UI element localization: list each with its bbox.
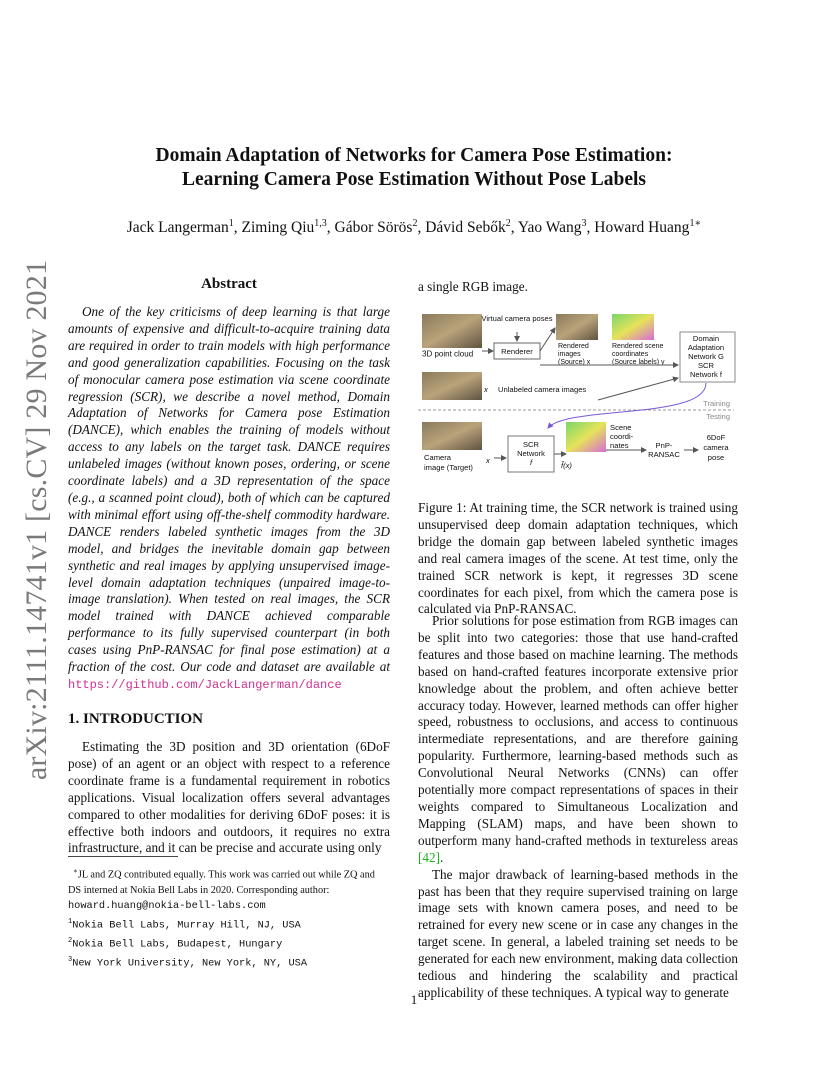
svg-text:coordi-: coordi-	[610, 432, 634, 441]
domain-net-label: Domain	[692, 334, 720, 343]
rendered-coords-label: Rendered scene	[612, 343, 664, 350]
svg-text:images: images	[558, 351, 581, 358]
author-list: Jack Langerman$^1$, Ziming Qiu$^{1,3}$, Gábor Sörös$^2$, Dávid Sebők$^2$, Yao Wang$^3$, Howard Huang$^{1∗}$	[126, 218, 702, 237]
code-url-link[interactable]: https://github.com/JackLangerman/dance	[68, 677, 342, 692]
page-number: 1	[410, 992, 418, 1007]
author: Ziming Qiu	[241, 219, 315, 237]
author: Gábor Sörös	[334, 219, 413, 237]
paragraph: The major drawback of learning-based methods in the past has been that they require supervised training on large image sets with known camera poses, and need to be retrained for every new scene or in case any changes in the target scene. In general, a labeled training set needs to be generated for each new environment, making data collection tedious and hindering the scalability and practical applicability of these techniques. A typical way to generate	[418, 866, 738, 1000]
target-image-thumb	[422, 422, 482, 450]
arxiv-watermark: arXiv:2111.14741v1 [cs.CV] 29 Nov 2021	[20, 259, 53, 781]
svg-text:SCR: SCR	[697, 361, 715, 370]
paragraph: Prior solutions for pose estimation from RGB images can be split into two categories: those that use hand-crafted features and those based on machine learning. The methods based on hand-crafted features incorporate extensive prior knowledge about the problem, and often achieve better accuracy today. However, learned methods can offer higher speed, robustness to occlusions, and access to continuous intermediate representations, and are therefore gaining popularity. Furthermore, learning-based methods such as Convolutional Neural Networks (CNNs) can offer potentially more compact representations of spaces in their weights compared to Simultaneous Localization and Mapping (SLAM) maps, and have been shown to outperform many hand-crafted methods in textureless areas [42].	[418, 613, 738, 865]
virtual-poses-label: Virtual camera poses	[481, 314, 553, 323]
scr-output-label: f̂(x)	[561, 461, 572, 470]
svg-text:Adaptation: Adaptation	[687, 343, 725, 352]
unlabeled-label: Unlabeled camera images	[498, 385, 587, 394]
section-heading-introduction: 1. INTRODUCTION	[68, 711, 204, 727]
training-label: Training	[703, 399, 730, 408]
unlabeled-image-thumb	[422, 372, 482, 400]
point-cloud-label: 3D point cloud	[422, 349, 474, 359]
pnp-ransac-label: PnP-	[655, 441, 673, 450]
testing-label: Testing	[706, 412, 730, 421]
right-column-lead: a single RGB image.	[418, 279, 528, 294]
footnote-email[interactable]: howard.huang@nokia-bell-labs.com	[68, 900, 266, 913]
footnote-affiliation: $^3$New York University, New York, NY, USA	[68, 955, 308, 970]
svg-text:coordinates: coordinates	[612, 351, 649, 358]
citation-link[interactable]: [42]	[418, 849, 440, 865]
footnote-equal-contribution: ∗JL and ZQ contributed equally. This work was carried out while ZQ and DS interned at Nokia Bell Labs in 2020. Corresponding author: howard.huang@nokia-bell-labs.com	[68, 867, 375, 913]
footnotes	[68, 864, 390, 972]
intro-paragraph: Estimating the 3D position and 3D orientation (6DoF pose) of an agent or an object with respect to a reference coordinate frame is a fundamental requirement in robotics applications. Visual localization offers several advantages compared to other modalities for deriving 6DoF poses: it is effective both indoors and outdoors, it requires no extra infrastructure, and it can be precise and accurate using only	[68, 739, 390, 856]
abstract-heading: Abstract	[201, 276, 257, 292]
svg-text:Network G: Network G	[688, 352, 724, 361]
svg-text:Network: Network	[517, 449, 545, 458]
svg-text:image (Target): image (Target)	[424, 463, 473, 472]
paper-title	[80, 144, 748, 192]
footnote-rule	[68, 856, 178, 857]
abstract-text: One of the key criticisms of deep learning is that large amounts of expensive and difficult-to-acquire training data are required in order to train models with high performance and good generalization capabilities. Focusing on the task of monocular camera pose estimation via scene coordinate regression (SCR), we describe a novel method, Domain Adaptation of Networks for Camera pose Estimation (DANCE), which enables the training of models without access to any labels on the target task. DANCE requires unlabeled images (without known poses, ordering, or scene coordinate labels) and a 3D representation of the space (e.g., a scanned point cloud), both of which can be captured with minimal effort using off-the-shelf commodity hardware. DANCE renders labeled synthetic images from the 3D model, and bridges the inevitable domain gap between synthetic and real images by applying unsupervised image-level domain adaptation techniques (unpaired image-to-image translation). When tested on real images, the SCR model trained with DANCE achieved comparable performance to its fully supervised counterpart (in both cases using PnP-RANSAC for final pose estimation) at a fraction of the cost. Our code and dataset are available at	[68, 304, 390, 675]
title-line-1: Domain Adaptation of Networks for Camera Pose Estimation:	[155, 145, 673, 166]
right-column-body	[418, 613, 738, 1002]
title-line-2: Learning Camera Pose Estimation Without Pose Labels	[181, 169, 647, 190]
svg-text:f: f	[529, 458, 533, 467]
scene-coords-label: Scene	[610, 423, 632, 432]
footnote-affiliation: $^1$Nokia Bell Labs, Murray Hill, NJ, USA	[68, 917, 301, 932]
footnote-affiliation: $^2$Nokia Bell Labs, Budapest, Hungary	[68, 936, 283, 951]
figure-caption: Figure 1: At training time, the SCR network is trained using unsupervised deep domain adaptation techniques, which bridge the domain gap between labeled synthetic images and real camera images of the scene. At test time, only the trained SCR network is kept, it regresses 3D scene coordinates for each pixel, from which the camera pose is calculated via PnP-RANSAC.	[418, 500, 738, 617]
author: Dávid Sebők	[425, 219, 506, 237]
renderer-label: Renderer	[501, 347, 533, 356]
author: Jack Langerman	[126, 219, 229, 237]
svg-text:(Source) x: (Source) x	[558, 359, 591, 366]
svg-text:camera: camera	[703, 443, 729, 452]
svg-text:pose: pose	[707, 453, 725, 462]
camera-image-label: Camera	[424, 453, 452, 462]
svg-text:RANSAC: RANSAC	[648, 450, 680, 459]
rendered-images-label: Rendered	[558, 343, 589, 350]
svg-text:(Source labels) y: (Source labels) y	[612, 359, 665, 366]
svg-text:Network f: Network f	[689, 370, 723, 379]
figure-1-diagram	[418, 310, 738, 478]
author: Yao Wang	[517, 219, 582, 237]
author: Howard Huang	[594, 219, 690, 237]
point-cloud-image	[422, 314, 482, 348]
abstract	[68, 304, 390, 694]
scene-coords-thumb	[566, 422, 606, 452]
pipeline-diagram	[418, 310, 738, 478]
svg-text:x: x	[484, 385, 488, 394]
svg-text:x: x	[486, 456, 490, 465]
scr-network-label: SCR	[522, 440, 540, 449]
pose-output-label: 6DoF	[706, 433, 726, 442]
rendered-image-thumb	[556, 314, 598, 340]
svg-text:nates: nates	[610, 441, 629, 450]
rendered-coords-thumb	[612, 314, 654, 340]
